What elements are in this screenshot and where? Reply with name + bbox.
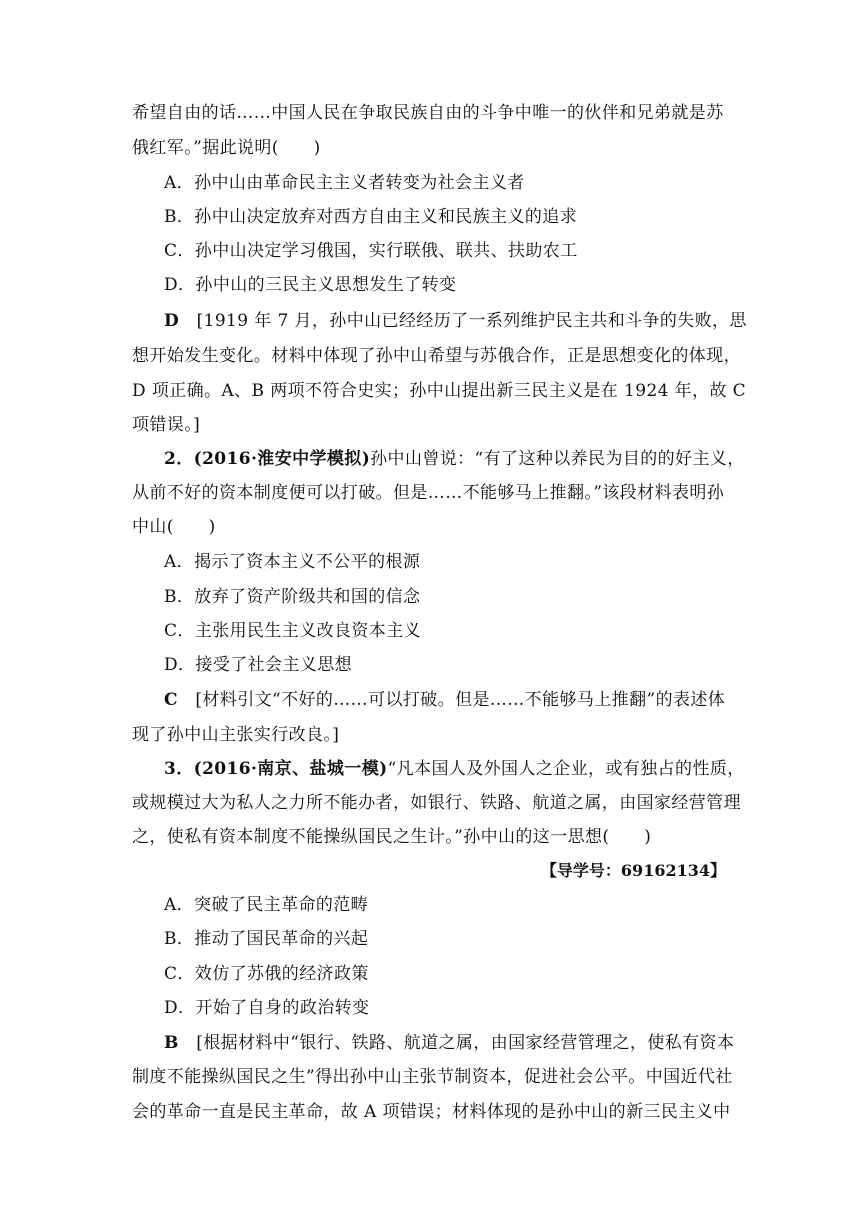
text-line: 或规模过大为私人之力所不能办者，如银行、铁路、航道之属，由国家经营管理 [132, 793, 741, 813]
text-line: 会的革命一直是民主革命，故 A 项错误；材料体现的是孙中山的新三民主义中 [132, 1102, 731, 1122]
answer-line: B [根据材料中“银行、铁路、航道之属，由国家经营管理之，使私有资本 [164, 1033, 735, 1053]
option-d: D．孙中山的三民主义思想发生了转变 [164, 275, 457, 295]
text-line: 项错误。] [132, 415, 201, 435]
text-line: 现了孙中山主张实行改良。] [132, 725, 340, 745]
text-line: D 项正确。A、B 两项不符合史实；孙中山提出新三民主义是在 1924 年，故 C [132, 381, 747, 401]
text-line: 之，使私有资本制度不能操纵国民之生计。”孙中山的这一思想( ) [132, 827, 652, 847]
option-c: C．主张用民生主义改良资本主义 [164, 621, 422, 641]
option-b: B．推动了国民革命的兴起 [164, 929, 369, 949]
question-number: 2．(2016·淮安中学模拟) [164, 449, 371, 469]
text-line: 中山( ) [132, 517, 216, 537]
option-b: B．孙中山决定放弃对西方自由主义和民族主义的追求 [164, 207, 578, 227]
question-number: 3．(2016·南京、盐城一模) [164, 759, 388, 779]
reference-number: 【导学号：69162134】 [540, 861, 726, 880]
option-b: B．放弃了资产阶级共和国的信念 [164, 587, 421, 607]
question-3: 3．(2016·南京、盐城一模)“凡本国人及外国人之企业，或有独占的性质， [164, 759, 745, 779]
answer-line: D [1919 年 7 月，孙中山已经经历了一系列维护民主共和斗争的失败，思 [164, 311, 747, 331]
text-line: 从前不好的资本制度便可以打破。但是……不能够马上推翻。”该段材料表明孙 [132, 483, 725, 503]
option-a: A．孙中山由革命民主主义者转变为社会主义者 [164, 173, 525, 193]
option-d: D．开始了自身的政治转变 [164, 998, 370, 1018]
text-line: 俄红军。”据此说明( ) [132, 138, 321, 158]
text-line: 希望自由的话……中国人民在争取民族自由的斗争中唯一的伙伴和兄弟就是苏 [132, 103, 724, 123]
option-c: C．孙中山决定学习俄国，实行联俄、联共、扶助农工 [164, 241, 578, 261]
option-a: A．突破了民主革命的范畴 [164, 895, 369, 915]
answer-letter: C [164, 690, 178, 710]
question-2: 2．(2016·淮安中学模拟)孙中山曾说：“有了这种以养民为目的的好主义， [164, 449, 745, 469]
text-line: 制度不能操纵国民之生”得出孙中山主张节制资本，促进社会公平。中国近代社 [132, 1067, 733, 1087]
answer-letter: B [164, 1033, 179, 1053]
answer-letter: D [164, 311, 180, 331]
option-d: D．接受了社会主义思想 [164, 655, 353, 675]
text-line: 想开始发生变化。材料中体现了孙中山希望与苏俄合作，正是思想变化的体现， [132, 346, 741, 366]
option-a: A．揭示了资本主义不公平的根源 [164, 552, 421, 572]
option-c: C．效仿了苏俄的经济政策 [164, 964, 369, 984]
answer-line: C [材料引文“不好的……可以打破。但是……不能够马上推翻”的表述体 [164, 690, 726, 710]
